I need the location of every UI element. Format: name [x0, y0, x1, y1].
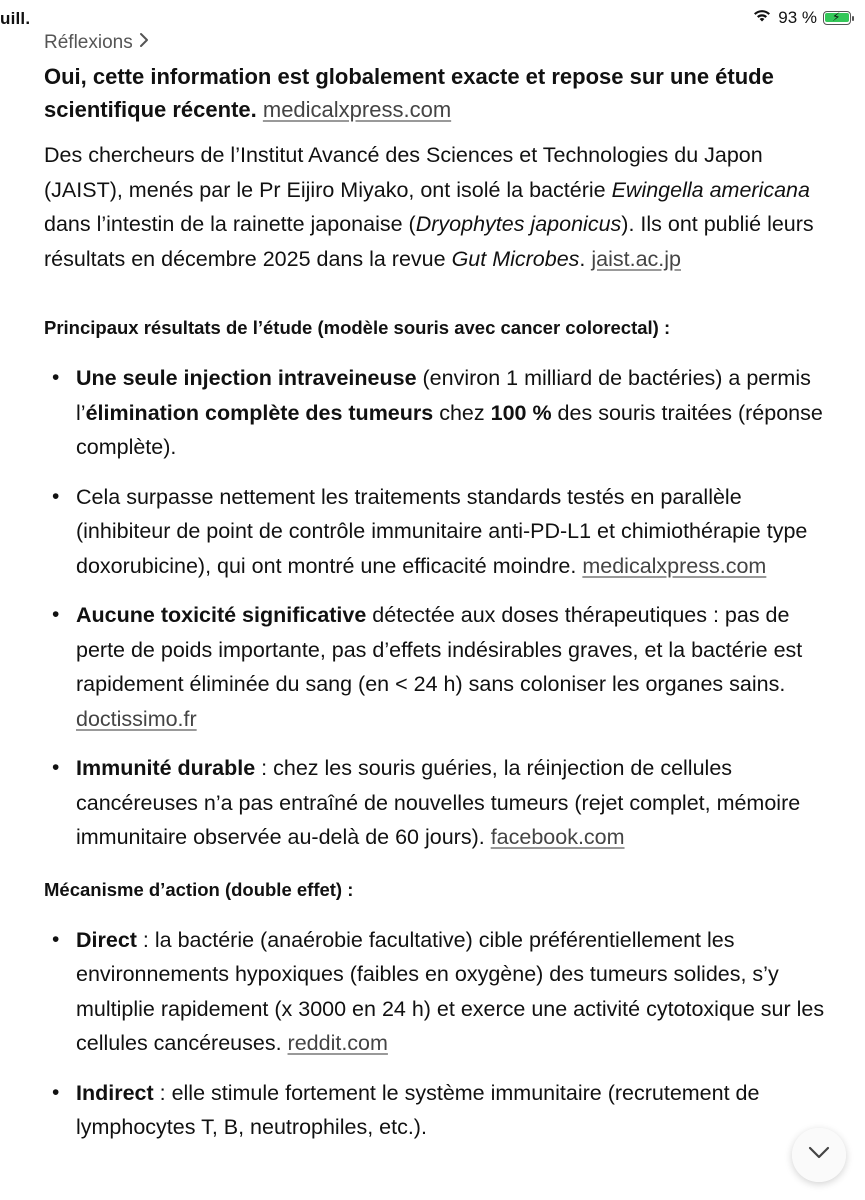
- para-text: Des chercheurs de l’Institut Avancé des Sciences et Technologies du Japon (JAIST), menés par le Pr Eijiro Miyako, ont isolé la bactérie: [44, 143, 763, 202]
- bold-text: élimination complète des tumeurs: [85, 400, 434, 425]
- bold-text: Direct: [76, 927, 137, 952]
- frog-species-name: Dryophytes japonicus: [415, 212, 622, 236]
- reflexions-toggle[interactable]: [44, 32, 149, 54]
- intro-paragraph: [44, 60, 834, 126]
- para-text: ). Ils ont publié leurs résultats en décembre 2025 dans la revue: [44, 212, 814, 271]
- list-item: [44, 923, 834, 1061]
- status-indicators: [752, 8, 851, 28]
- chevron-down-icon: [808, 1146, 830, 1164]
- list-item: [44, 751, 834, 855]
- source-link-jaist[interactable]: jaist.ac.jp: [591, 246, 681, 271]
- results-heading: Principaux résultats de l’étude (modèle souris avec cancer colorectal) :: [44, 317, 671, 338]
- item-text: Cela surpasse nettement les traitements standards testés en parallèle (inhibiteur de point de contrôle immunitaire anti-PD-L1 et chimiothérapie type doxorubicine), qui ont montré une efficacité moindre.: [76, 484, 808, 578]
- list-item: [44, 480, 834, 584]
- wifi-icon: [752, 8, 772, 28]
- bold-text: 100 %: [490, 400, 552, 425]
- battery-charging-icon: [823, 11, 851, 25]
- para-text: .: [579, 246, 592, 271]
- scroll-down-button[interactable]: [792, 1128, 846, 1182]
- source-link-medicalxpress[interactable]: medicalxpress.com: [582, 553, 767, 578]
- bold-text: Une seule injection intraveineuse: [76, 366, 417, 390]
- list-item: [44, 361, 834, 465]
- chat-response: [44, 30, 834, 1160]
- journal-name: Gut Microbes: [451, 246, 580, 271]
- battery-percent: 93 %: [778, 8, 817, 27]
- item-text: : la bactérie (anaérobie facultative) cible préférentiellement les environnements hypoxiques (faibles en oxygène) des tumeurs solides, s’y multiplie rapidement (x 3000 en 24 h) et exerce une activité cytotoxique sur les cellules cancéreuses.: [76, 927, 825, 1055]
- source-link-medicalxpress[interactable]: medicalxpress.com: [262, 97, 452, 122]
- results-list: [44, 361, 834, 855]
- source-link-doctissimo[interactable]: doctissimo.fr: [76, 706, 197, 731]
- item-text: chez: [433, 400, 491, 425]
- intro-text: Oui, cette information est globalement exacte et repose sur une étude scientifique récente.: [44, 64, 774, 122]
- bold-text: Immunité durable: [76, 756, 256, 780]
- chevron-right-icon: [139, 32, 149, 54]
- list-item: [44, 598, 834, 736]
- bold-text: Indirect: [76, 1080, 154, 1105]
- source-link-reddit[interactable]: reddit.com: [287, 1031, 388, 1055]
- mechanism-heading: Mécanisme d’action (double effet) :: [44, 878, 354, 900]
- source-link-facebook[interactable]: facebook.com: [490, 825, 625, 849]
- list-item: [44, 1076, 834, 1145]
- item-text: : chez les souris guéries, la réinjection de cellules cancéreuses n’a pas entraîné de nouvelles tumeurs (rejet complet, mémoire immunitaire observée au-delà de 60 jours).: [76, 756, 801, 849]
- species-name: Ewingella americana: [611, 177, 810, 202]
- context-paragraph: [44, 138, 834, 276]
- item-text: des souris traitées (réponse complète).: [76, 400, 823, 459]
- carrier-label: uill.: [0, 9, 31, 28]
- bolt-icon: ⚡: [832, 10, 841, 24]
- item-text: (environ 1 milliard de bactéries) a permis l’: [76, 366, 811, 425]
- bold-text: Aucune toxicité significative: [76, 603, 367, 627]
- mechanism-list: [44, 923, 834, 1145]
- item-text: : elle stimule fortement le système immunitaire (recrutement de lymphocytes T, B, neutrophiles, etc.).: [76, 1080, 760, 1139]
- para-text: dans l’intestin de la rainette japonaise (: [44, 212, 416, 236]
- item-text: détectée aux doses thérapeutiques : pas de perte de poids importante, pas d’effets indésirables graves, et la bactérie est rapidement éliminée du sang (en < 24 h) sans coloniser les organes sains.: [76, 603, 803, 696]
- reflexions-label: Réflexions: [44, 32, 133, 53]
